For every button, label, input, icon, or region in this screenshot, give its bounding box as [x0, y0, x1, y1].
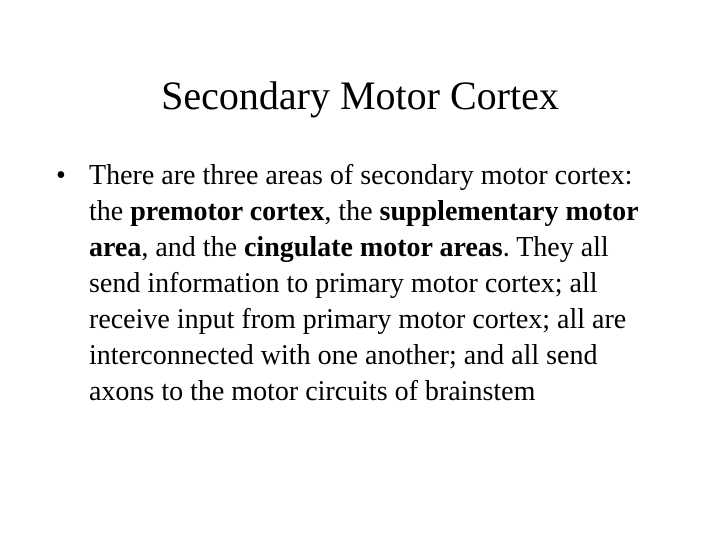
bullet-marker: •: [56, 160, 66, 191]
bullet-item: [56, 158, 666, 410]
term-cingulate-motor-areas: cingulate motor areas: [244, 232, 503, 263]
term-supplementary-motor-area: supplementary motor area: [89, 196, 639, 263]
bullet-text-segment: There are three areas of secondary motor cortex: the: [89, 160, 633, 227]
bullet-text-segment: , the: [324, 196, 380, 227]
term-premotor-cortex: premotor cortex: [130, 196, 325, 227]
bullet-list: [56, 158, 666, 410]
slide-title: Secondary Motor Cortex: [161, 73, 559, 118]
bullet-text-segment: . They all send information to primary motor cortex; all receive input from primary motor cortex; all are interconnected with one another; and all send axons to the motor circuits of brainstem: [89, 232, 627, 407]
bullet-text-segment: , and the: [141, 232, 244, 263]
